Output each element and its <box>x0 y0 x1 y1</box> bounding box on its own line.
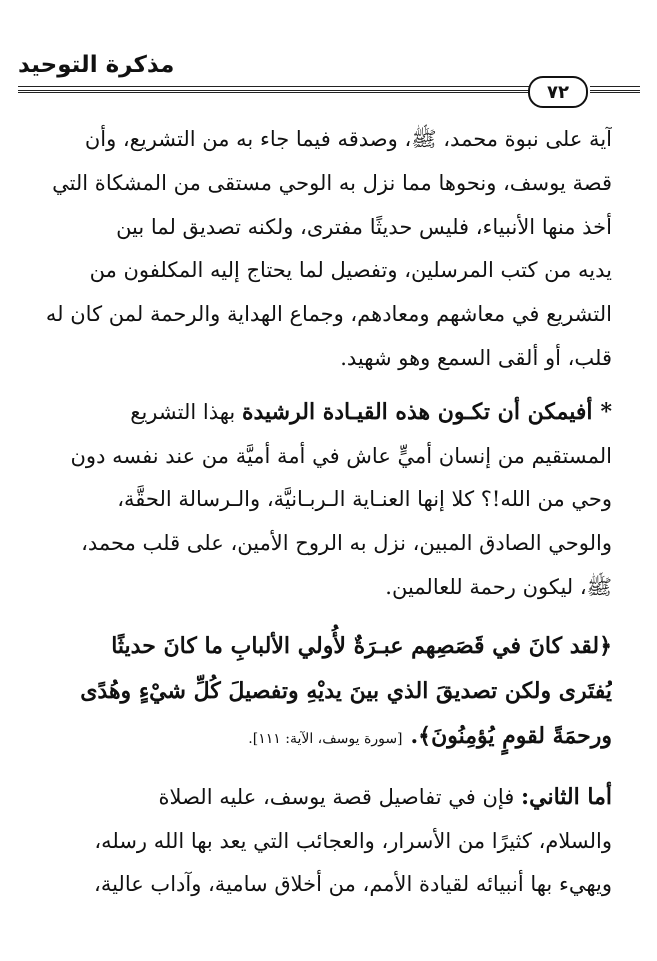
text-line: المستقيم من إنسان أميٍّ عاش في أمة أميَّة من عند نفسه دون <box>70 443 612 468</box>
text-line: قصة يوسف، ونحوها مما نزل به الوحي مستقى من المشكاة التي <box>52 170 612 195</box>
page-number: ٧٢ <box>528 76 588 108</box>
text-line: ﷺ، ليكون رحمة للعالمين. <box>385 574 612 599</box>
verse-reference: [سورة يوسف، الآية: ١١١]. <box>248 730 403 747</box>
verse-line: يُفتَرى ولكن تصديقَ الذي بينَ يديْهِ وتفصيلَ كُلِّ شيْءٍ وهُدًى <box>80 677 612 704</box>
paragraph <box>40 391 612 610</box>
text-fragment: فإن في تفاصيل قصة يوسف، عليه الصلاة <box>158 784 515 809</box>
text-line <box>40 391 612 435</box>
star-marker: * <box>600 398 612 425</box>
paragraph-lead: أفيمكن أن تكـون هذه القيـادة الرشيدة <box>241 398 593 425</box>
paragraph <box>40 776 612 907</box>
text-fragment: بهذا التشريع <box>130 399 236 424</box>
page-header <box>18 52 640 104</box>
text-line: التشريع في معاشهم ومعادهم، وجماع الهداية والرحمة لمن كان له <box>45 302 612 327</box>
verse-line: ﴿لقد كانَ في قَصَصِهم عبـرَةٌ لأُولي الألبابِ ما كانَ حديثًا <box>111 632 612 659</box>
paragraph-lead: أما الثاني: <box>521 783 612 810</box>
verse-fragment: ورحمَةً لقومٍ يُؤمِنُونَ﴾. <box>410 722 612 749</box>
text-line: وحي من الله!؟ كلا إنها العنـاية الـربـانيَّة، والـرسالة الحقَّة، <box>117 487 612 512</box>
quran-verse <box>40 624 612 762</box>
text-line: أخذ منها الأنبياء، فليس حديثًا مفترى، ولكنه تصديق لما بين <box>116 214 612 239</box>
text-line: قلب، أو ألقى السمع وهو شهيد. <box>340 345 612 370</box>
text-line: يديه من كتب المرسلين، وتفصيل لما يحتاج إليه المكلفون من <box>89 258 612 283</box>
header-rule <box>590 86 640 87</box>
text-line <box>40 776 612 820</box>
header-rule <box>18 86 530 87</box>
header-rule <box>18 90 530 93</box>
text-line: والسلام، كثيرًا من الأسرار، والعجائب التي يعد بها الله رسله، <box>94 828 612 853</box>
text-line: ويهيء بها أنبيائه لقيادة الأمم، من أخلاق سامية، وآداب عالية، <box>94 872 612 897</box>
verse-line <box>40 714 612 762</box>
page-body <box>40 118 612 907</box>
paragraph <box>40 118 612 381</box>
text-line: والوحي الصادق المبين، نزل به الروح الأمين، على قلب محمد، <box>81 531 612 556</box>
text-line: آية على نبوة محمد، ﷺ، وصدقه فيما جاء به من التشريع، وأن <box>84 127 612 151</box>
book-title: مذكرة التوحيد <box>18 52 175 78</box>
header-rule <box>590 90 640 93</box>
